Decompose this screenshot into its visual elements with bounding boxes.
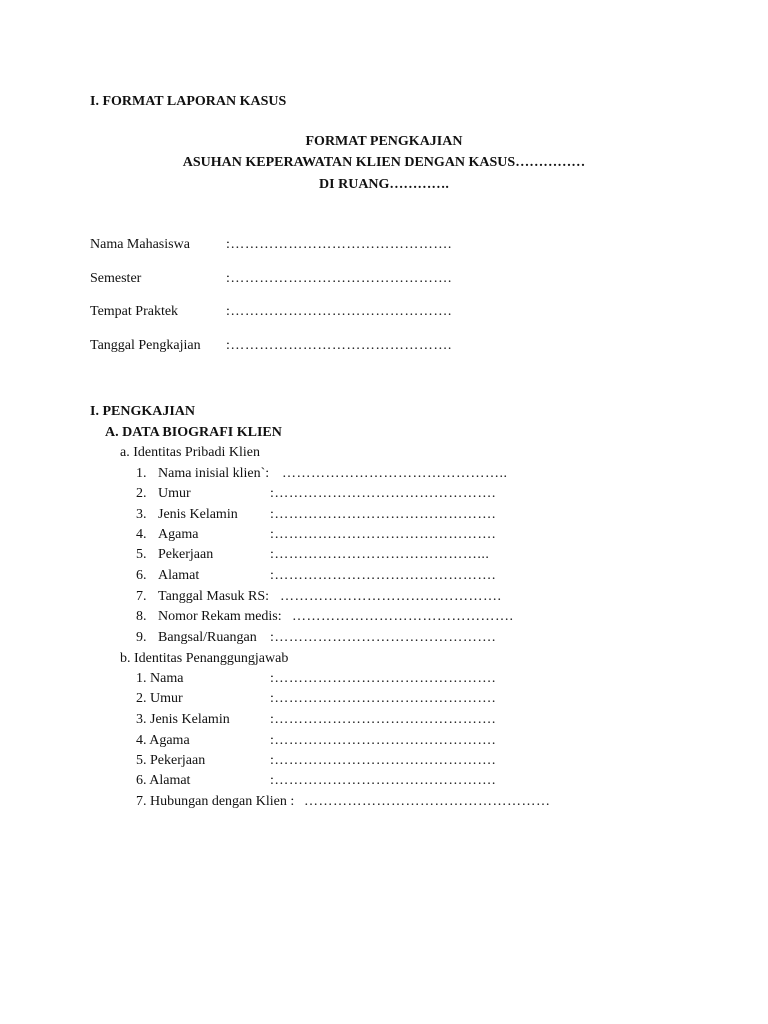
title-line-2: ASUHAN KEPERAWATAN KLIEN DENGAN KASUS…………… bbox=[182, 155, 586, 170]
client-identity-heading: a. Identitas Pribadi Klien bbox=[120, 445, 260, 460]
client-item-number: 8. bbox=[136, 609, 147, 624]
client-item-value: :……………………………………... bbox=[270, 547, 490, 562]
guardian-item-label: 5. Pekerjaan bbox=[136, 753, 206, 768]
biodata-heading: A. DATA BIOGRAFI KLIEN bbox=[105, 425, 282, 440]
client-item-value: :………………………………………. bbox=[270, 568, 496, 583]
client-item-label: Tanggal Masuk RS: bbox=[158, 589, 270, 604]
guardian-item-label: 6. Alamat bbox=[136, 773, 191, 788]
client-item-value: :………………………………………. bbox=[270, 527, 496, 542]
guardian-item-value: :………………………………………. bbox=[270, 753, 496, 768]
client-item-value: :………………………………………. bbox=[270, 486, 496, 501]
guardian-item-label: 3. Jenis Kelamin bbox=[136, 712, 230, 727]
guardian-item-value: :………………………………………. bbox=[270, 733, 496, 748]
client-item-label: Bangsal/Ruangan bbox=[158, 630, 257, 645]
section-heading-format-laporan: I. FORMAT LAPORAN KASUS bbox=[90, 94, 287, 109]
client-item-number: 9. bbox=[136, 630, 147, 645]
guardian-item-value: :………………………………………. bbox=[270, 671, 496, 686]
client-item-value: ………………………………………. bbox=[280, 589, 502, 604]
client-item-number: 4. bbox=[136, 527, 147, 542]
guardian-item-label: 1. Nama bbox=[136, 671, 184, 686]
client-item-value: ………………………………………. bbox=[292, 609, 514, 624]
client-item-value: :………………………………………. bbox=[270, 630, 496, 645]
guardian-item-label: 7. Hubungan dengan Klien : bbox=[136, 794, 295, 809]
guardian-item-label: 4. Agama bbox=[136, 733, 190, 748]
client-item-label: Jenis Kelamin bbox=[158, 507, 238, 522]
pengkajian-heading: I. PENGKAJIAN bbox=[90, 404, 196, 419]
client-item-value: ……………………………………….. bbox=[282, 466, 508, 481]
client-item-label: Pekerjaan bbox=[158, 547, 214, 562]
title-line-1: FORMAT PENGKAJIAN bbox=[305, 134, 463, 149]
field-value-nama-mahasiswa: :………………………………………. bbox=[226, 237, 452, 252]
guardian-item-value: :………………………………………. bbox=[270, 712, 496, 727]
client-item-number: 3. bbox=[136, 507, 147, 522]
client-item-number: 5. bbox=[136, 547, 147, 562]
guardian-item-value: :………………………………………. bbox=[270, 691, 496, 706]
field-label-nama-mahasiswa: Nama Mahasiswa bbox=[90, 237, 190, 252]
field-value-semester: :………………………………………. bbox=[226, 271, 452, 286]
client-item-number: 6. bbox=[136, 568, 147, 583]
client-item-value: :………………………………………. bbox=[270, 507, 496, 522]
client-item-label: Umur bbox=[158, 486, 191, 501]
client-item-number: 2. bbox=[136, 486, 147, 501]
guardian-item-value: :………………………………………. bbox=[270, 773, 496, 788]
client-item-label: Alamat bbox=[158, 568, 200, 583]
guardian-identity-heading: b. Identitas Penanggungjawab bbox=[120, 651, 289, 666]
client-item-number: 1. bbox=[136, 466, 147, 481]
field-value-tempat-praktek: :………………………………………. bbox=[226, 304, 452, 319]
client-item-number: 7. bbox=[136, 589, 147, 604]
guardian-item-value: …………………………………………… bbox=[304, 794, 551, 809]
field-label-tempat-praktek: Tempat Praktek bbox=[90, 304, 179, 319]
client-item-label: Agama bbox=[158, 527, 199, 542]
client-item-label: Nomor Rekam medis: bbox=[158, 609, 282, 624]
field-value-tanggal-pengkajian: :………………………………………. bbox=[226, 338, 452, 353]
guardian-item-label: 2. Umur bbox=[136, 691, 183, 706]
field-label-semester: Semester bbox=[90, 271, 142, 286]
client-item-label: Nama inisial klien`: bbox=[158, 466, 270, 481]
title-line-3: DI RUANG…………. bbox=[319, 177, 449, 192]
field-label-tanggal-pengkajian: Tanggal Pengkajian bbox=[90, 338, 201, 353]
